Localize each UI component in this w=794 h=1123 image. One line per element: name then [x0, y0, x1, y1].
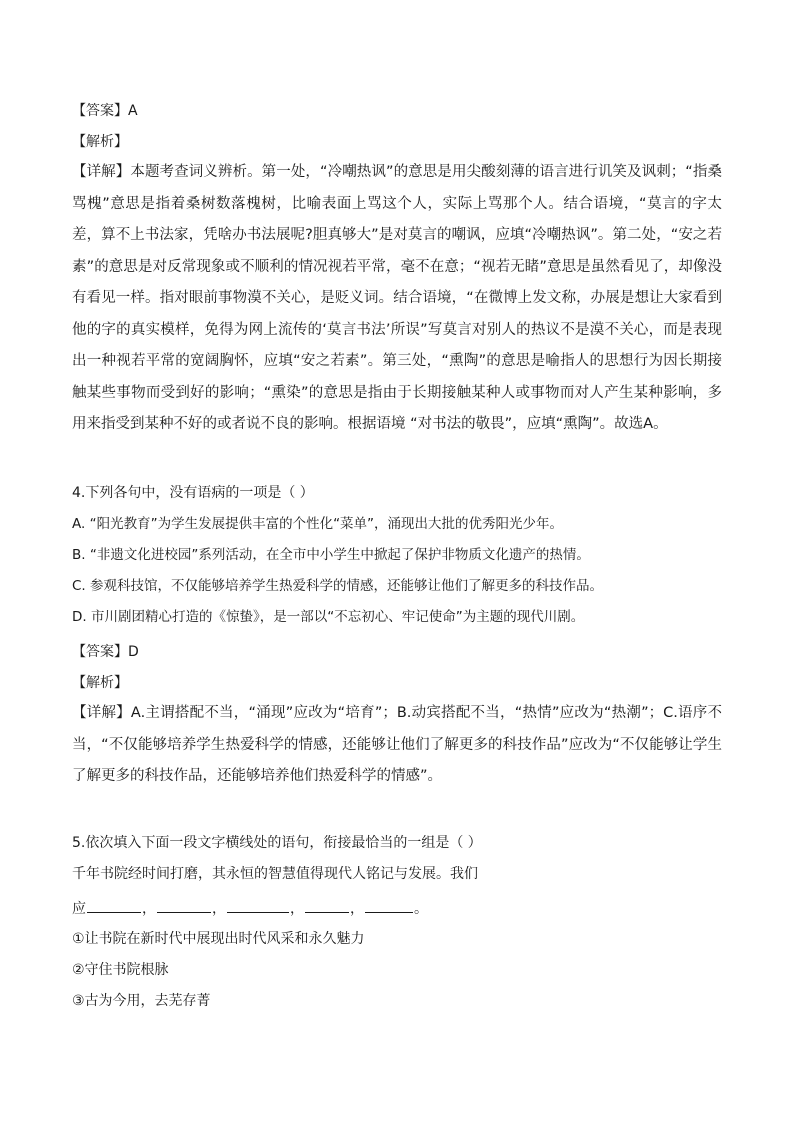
- q4-option-b: B. “非遗文化进校园”系列活动，在全市中小学生中掀起了保护非物质文化遗产的热情。: [72, 547, 590, 563]
- q4-analysis-label: 【解析】: [72, 675, 128, 691]
- q5-stem: 5.依次填入下面一段文字横线处的语句，衔接最恰当的一组是（ ）: [72, 835, 482, 851]
- q5-item-2: ②守住书院根脉: [72, 962, 169, 978]
- fill-blank: [87, 898, 141, 913]
- q3-answer: 【答案】A: [72, 103, 138, 119]
- q4-detail: 【详解】A.主谓搭配不当，“涌现”应改为“培育”；B.动宾搭配不当，“热情”应改为“热潮”；C.语序不当，“不仅能够培养学生热爱科学的情感，还能够让他们了解更多的科技作品”应改为“不仅能够让学生了解更多的科技作品，还能够培养他们热爱科学的情感”。: [72, 705, 722, 784]
- q4-option-d: D. 市川剧团精心打造的《惊蛰》，是一部以“不忘初心、牢记使命”为主题的现代川剧。: [72, 609, 585, 625]
- comma: ，: [350, 901, 364, 917]
- comma: ，: [142, 901, 156, 917]
- q3-detail: 【详解】本题考查词义辨析。第一处，“冷嘲热讽”的意思是用尖酸刻薄的语言进行讥笑及讽刺；“指桑骂槐”意思是指着桑树数落槐树，比喻表面上骂这个人，实际上骂那个人。结合语境，“莫言的字太差，算不上书法家，凭啥办书法展呢?胆真够大”是对莫言的嘲讽，应填“冷嘲热讽”。第二处，“安之若素”的意思是对反常现象或不顺利的情况视若平常，毫不在意；“视若无睹”意思是虽然看见了，却像没有看见一样。指对眼前事物漠不关心，是贬义词。结合语境，“在微博上发文称，办展是想让大家看到他的字的真实模样，免得为网上流传的‘莫言书法’所误”写莫言对别人的热议不是漠不关心，而是表现出一种视若平常的宽阔胸怀，应填“安之若素”。第三处，“熏陶”的意思是喻指人的思想行为因长期接触某些事物而受到好的影响；“熏染”的意思是指由于长期接触某种人或事物而对人产生某种影响，多用来指受到某种不好的或者说不良的影响。根据语境 “对书法的敬畏”，应填“熏陶”。故选A。: [72, 164, 722, 432]
- q5-text-line2: [72, 898, 428, 919]
- q5-text-line1: 千年书院经时间打磨，其永恒的智慧值得现代人铭记与发展。我们: [72, 866, 478, 882]
- fill-blank: [227, 898, 289, 913]
- comma: ，: [212, 901, 226, 917]
- fill-blank: [305, 898, 349, 913]
- q5-item-1: ①让书院在新时代中展现出时代风采和永久魅力: [72, 931, 365, 947]
- q4-answer: 【答案】D: [72, 644, 139, 660]
- q3-analysis-label: 【解析】: [72, 134, 128, 150]
- comma: ，: [290, 901, 304, 917]
- q5-item-3: ③古为今用，去芜存菁: [72, 993, 211, 1009]
- period: 。: [414, 901, 428, 917]
- q4-stem: 4.下列各句中，没有语病的一项是（ ）: [72, 485, 314, 501]
- q4-option-c: C. 参观科技馆，不仅能够培养学生热爱科学的情感，还能够让他们了解更多的科技作品。: [72, 578, 604, 594]
- fill-blank: [365, 898, 413, 913]
- q5-text-line2-prefix: 应: [72, 901, 86, 917]
- q4-option-a: A. “阳光教育”为学生发展提供丰富的个性化“菜单”，涌现出大批的优秀阳光少年。: [72, 516, 564, 532]
- fill-blank: [157, 898, 211, 913]
